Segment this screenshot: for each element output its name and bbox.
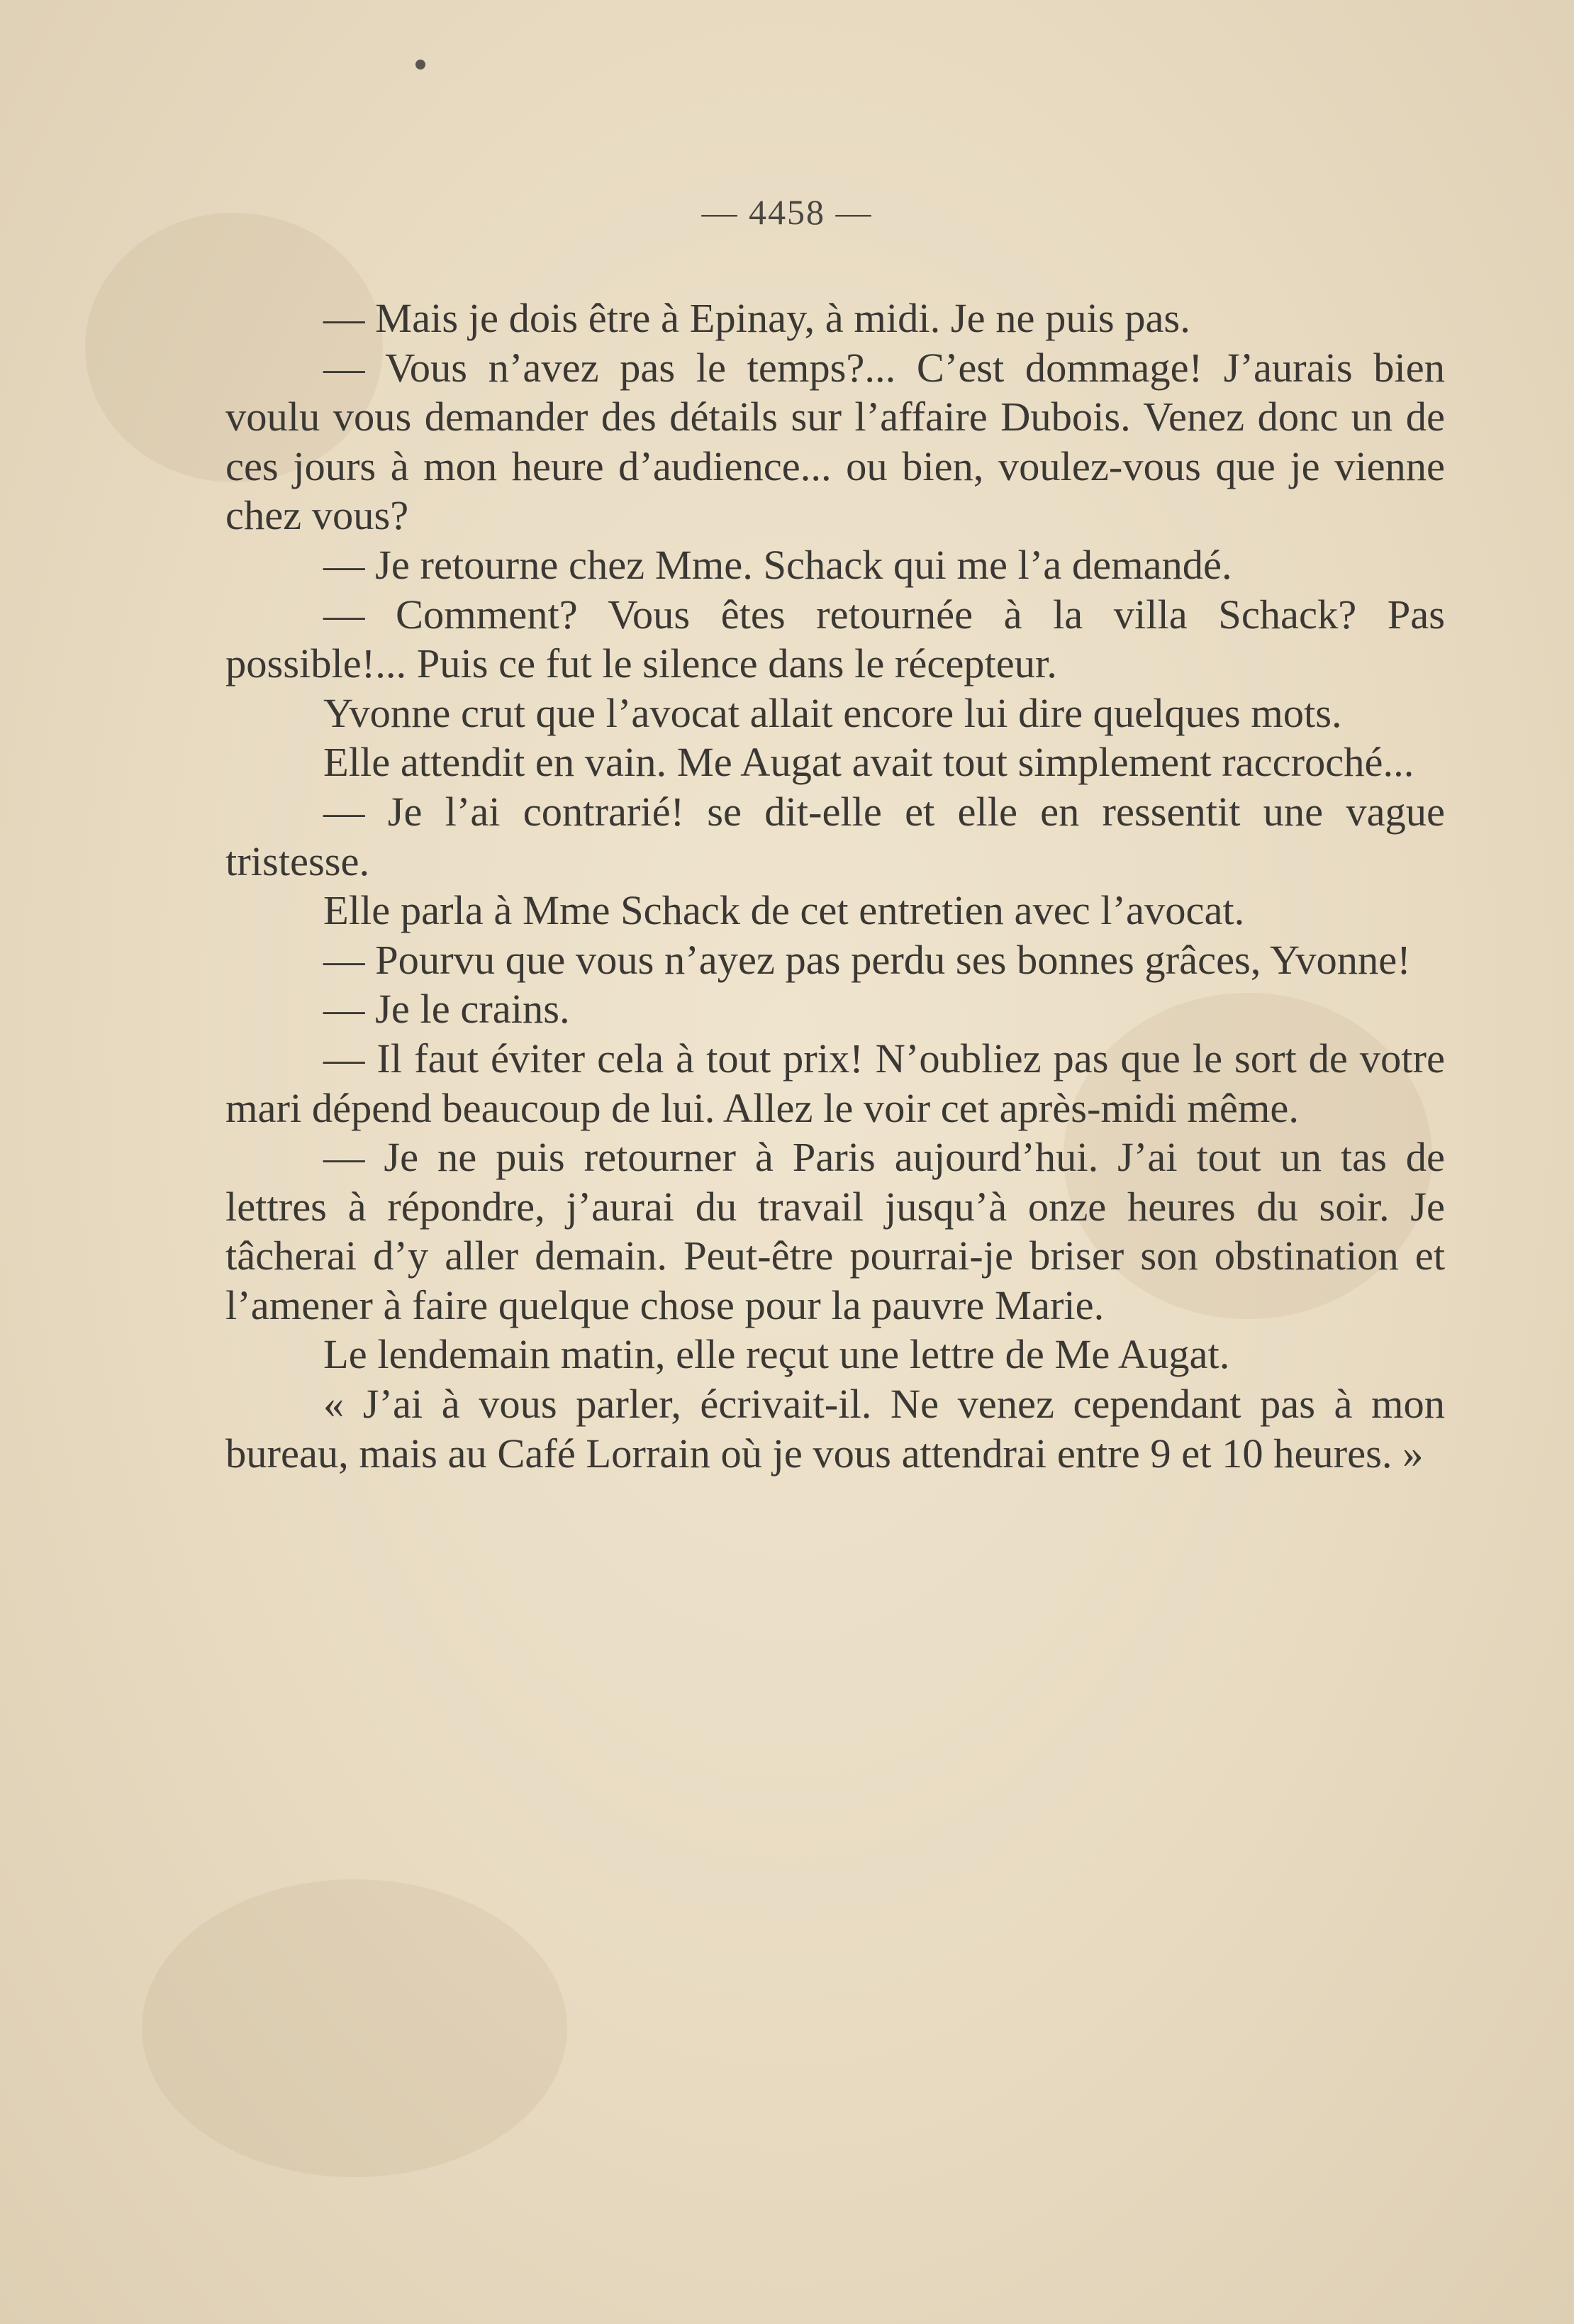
ink-speck: [415, 60, 425, 70]
page-number: — 4458 —: [701, 192, 873, 232]
paragraph: — Il faut éviter cela à tout prix! N’oubliez pas que le sort de votre mari dépend beaucoup de lui. Allez le voir cet après-midi même.: [225, 1035, 1445, 1131]
paragraph: Yvonne crut que l’avocat allait encore lui dire quelques mots.: [323, 689, 1342, 736]
paragraph: — Je le crains.: [323, 986, 570, 1033]
paragraph: « J’ai à vous parler, écrivait-il. Ne venez cependant pas à mon bureau, mais au Café Lorrain où je vous attendrai entre 9 et 10 heures. »: [225, 1381, 1445, 1477]
paragraph: — Comment? Vous êtes retournée à la villa Schack? Pas possible!... Puis ce fut le silence dans le récepteur.: [225, 591, 1445, 687]
paragraph: Elle attendit en vain. Me Augat avait tout simplement raccroché...: [323, 739, 1414, 786]
paragraph: Elle parla à Mme Schack de cet entretien avec l’avocat.: [323, 887, 1245, 934]
paragraph: Le lendemain matin, elle reçut une lettre de Me Augat.: [323, 1331, 1230, 1378]
paragraph: — Je retourne chez Mme. Schack qui me l’a demandé.: [323, 541, 1232, 588]
paper-stain: [142, 1879, 567, 2177]
paragraph: — Vous n’avez pas le temps?... C’est dommage! J’aurais bien voulu vous demander des détails sur l’affaire Dubois. Venez donc un de ces jours à mon heure d’audience... ou bien, voulez-vous que je vienne chez vous?: [225, 344, 1445, 539]
body-text: [225, 294, 1445, 1478]
paragraph: — Mais je dois être à Epinay, à midi. Je ne puis pas.: [323, 295, 1190, 341]
paragraph: — Je ne puis retourner à Paris aujourd’hui. J’ai tout un tas de lettres à répondre, j’aurai du travail jusqu’à onze heures du soir. Je tâcherai d’y aller demain. Peut-être pourrai-je briser son obstination et l’amener à faire quelque chose pour la pauvre Marie.: [225, 1134, 1445, 1328]
paragraph: — Je l’ai contrarié! se dit-elle et elle en ressentit une vague tristesse.: [225, 788, 1445, 884]
paragraph: — Pourvu que vous n’ayez pas perdu ses bonnes grâces, Yvonne!: [323, 936, 1411, 983]
